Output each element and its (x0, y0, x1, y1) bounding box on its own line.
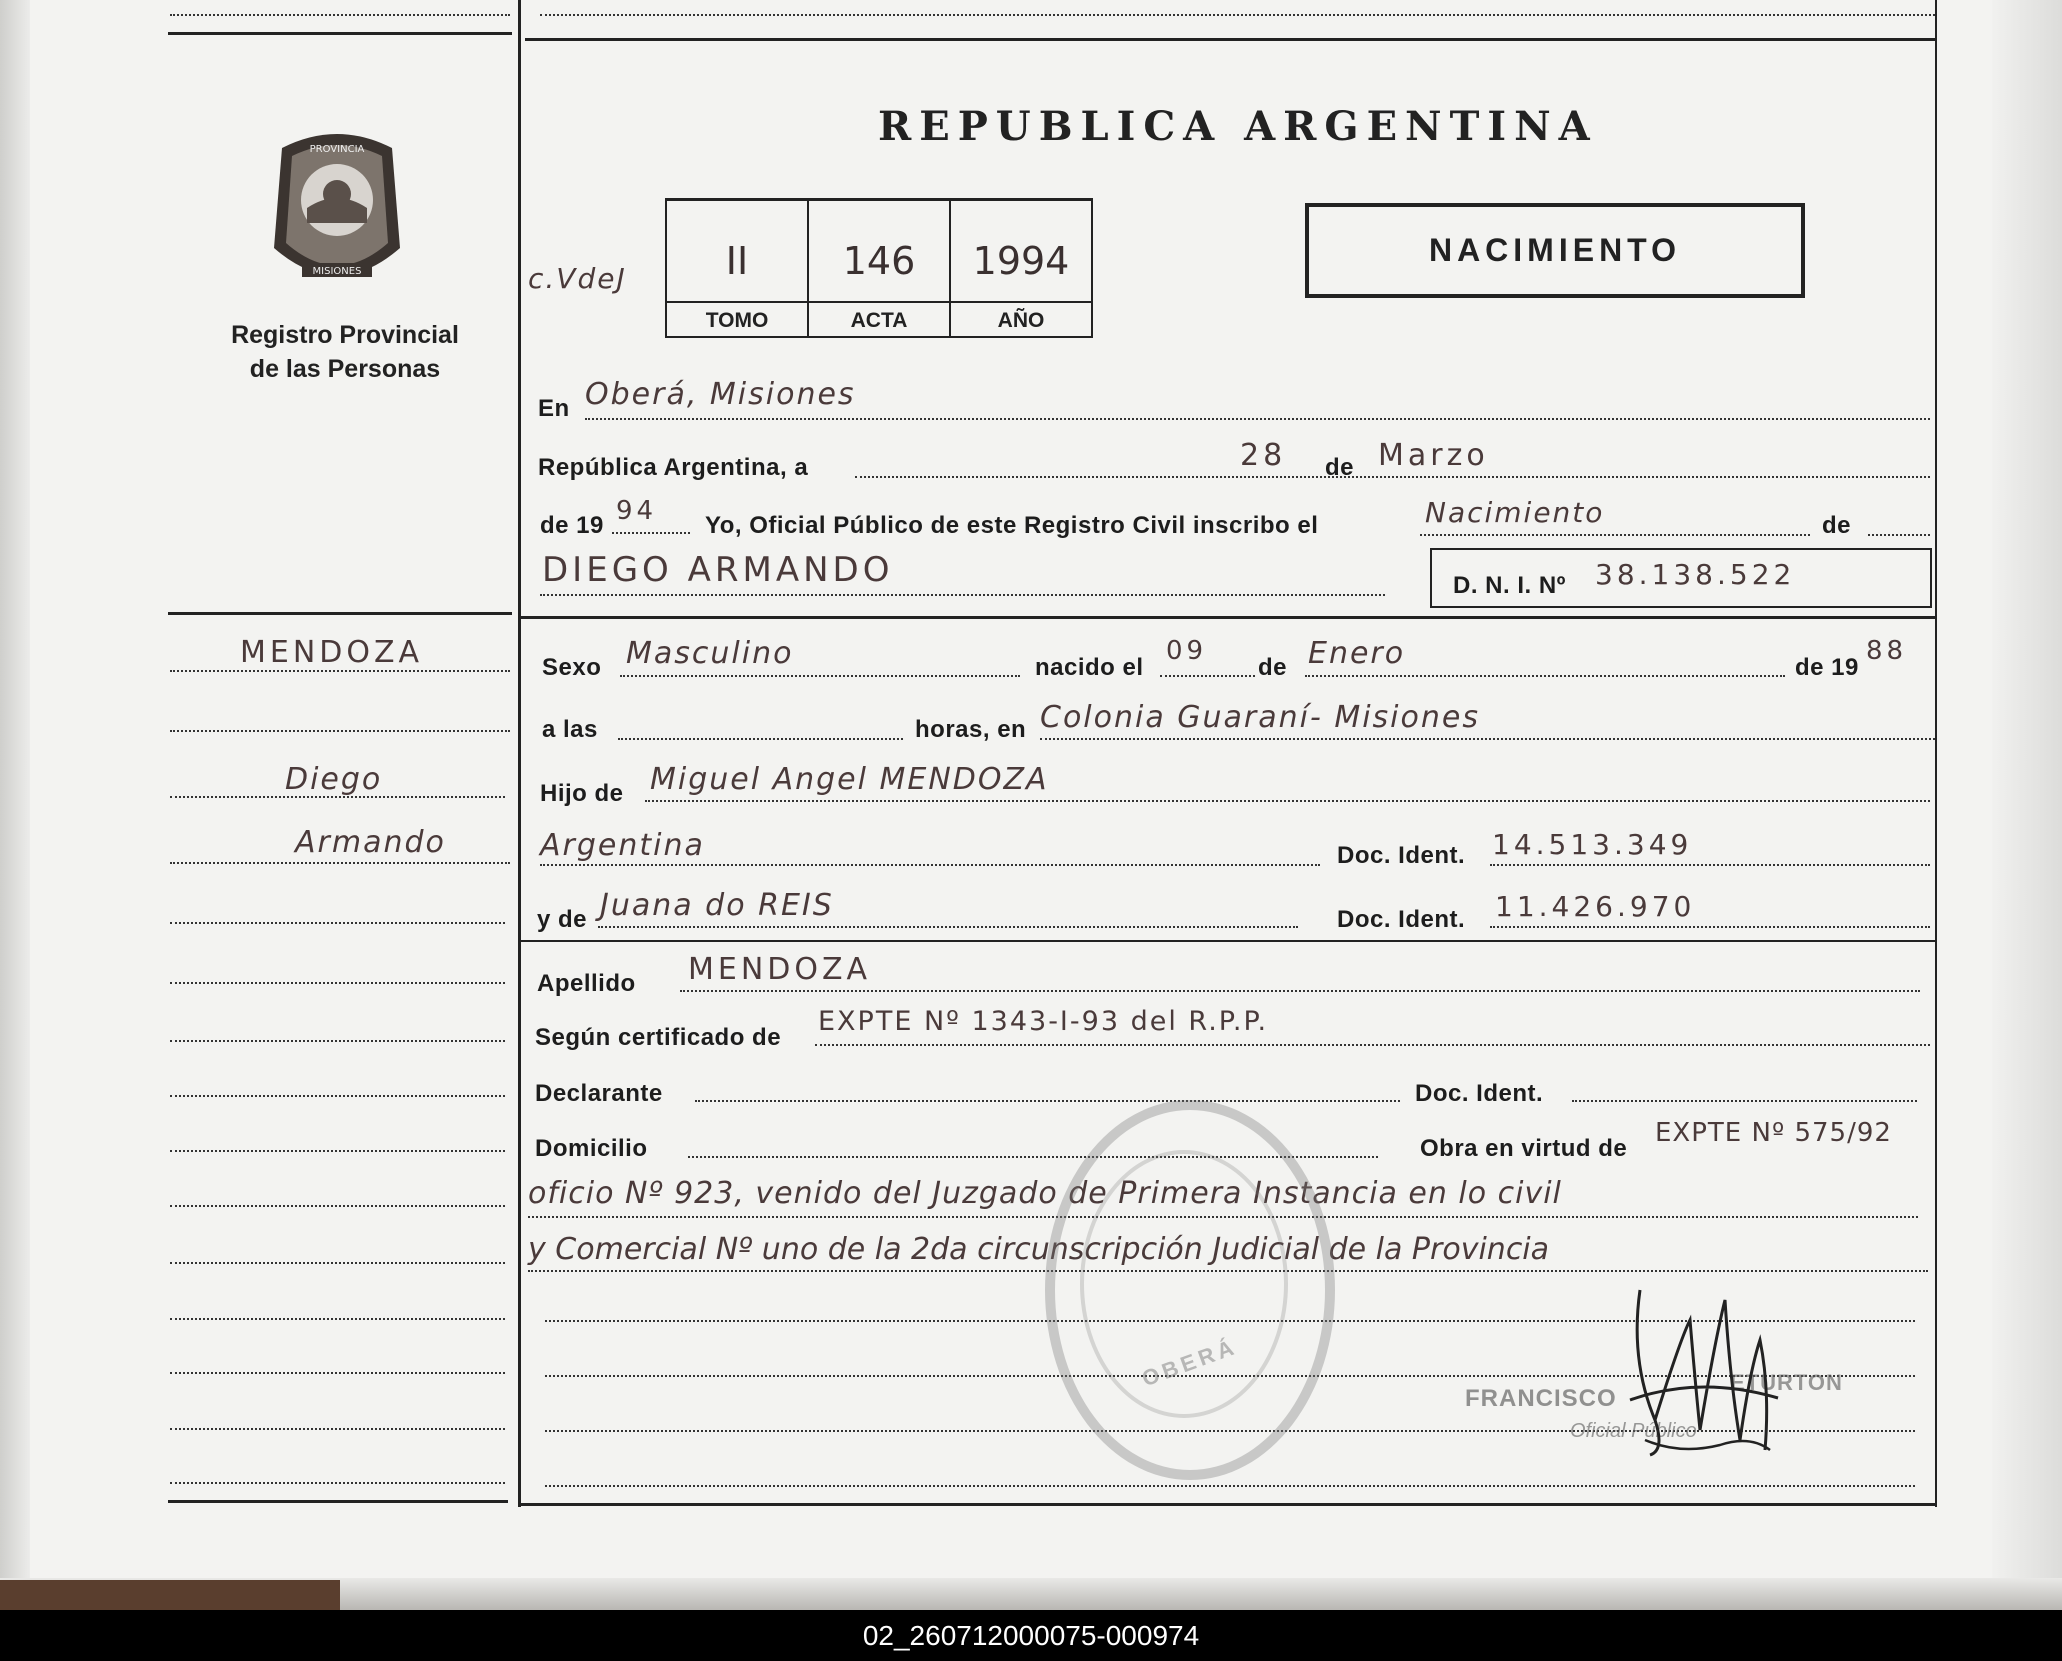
nacido-anio-prefix: de 19 (1795, 654, 1859, 681)
margin-line-4 (170, 862, 510, 864)
image-id-caption: 02_260712000075-000974 (0, 1610, 2062, 1661)
domicilio-label: Domicilio (535, 1135, 648, 1162)
tomo-label: TOMO (667, 301, 807, 333)
nacido-dia-value: 09 (1166, 636, 1208, 666)
nacido-anio-value: 88 (1866, 636, 1908, 666)
place-value: Oberá, Misiones (585, 377, 856, 412)
registry-name (200, 318, 490, 386)
de-line-2 (1868, 534, 1930, 536)
date-line (855, 476, 1930, 478)
section-rule (518, 616, 1935, 619)
day-value: 28 (1240, 438, 1287, 473)
sexo-value: Masculino (626, 636, 794, 671)
nacido-label: nacido el (1035, 654, 1144, 681)
tomo-value: II (725, 239, 749, 283)
hijo-label: Hijo de (540, 780, 624, 807)
y-de-label: y de (537, 906, 588, 933)
margin-line-7 (170, 1040, 505, 1042)
nacido-mes-line (1305, 675, 1785, 677)
declarante-label: Declarante (535, 1080, 663, 1107)
apellido-line (680, 990, 1920, 992)
book-spine-edge (0, 0, 30, 1610)
year-line (612, 532, 690, 534)
padre-line (645, 800, 1930, 802)
margin-line-10 (170, 1205, 505, 1207)
republica-label: República Argentina, a (538, 454, 809, 481)
table-background (0, 1580, 340, 1610)
official-surname: ETURTON (1730, 1370, 1843, 1395)
doc-padre-value: 14.513.349 (1492, 828, 1693, 861)
yo-text: Yo, Oficial Público de este Registro Civil inscribo el (705, 512, 1319, 539)
top-rule-left (168, 32, 512, 35)
nacido-de-label: de (1258, 654, 1288, 681)
madre-value: Juana do REIS (600, 888, 834, 923)
apellido-label: Apellido (537, 970, 636, 997)
record-number-table (665, 198, 1093, 338)
margin-line-15 (170, 1482, 505, 1484)
acta-value: 146 (842, 239, 916, 283)
margin-line-5 (170, 922, 505, 924)
doc-padre-label: Doc. Ident. (1337, 842, 1466, 869)
document-title: REPUBLICA ARGENTINA (878, 103, 1598, 150)
dni-value: 38.138.522 (1595, 558, 1796, 591)
acta-cell (809, 201, 951, 336)
top-rule-right (525, 38, 1935, 41)
padre-value: Miguel Angel MENDOZA (650, 762, 1049, 797)
provincia-misiones-seal-icon (262, 128, 412, 293)
nota-line-2: y Comercial Nº uno de la 2da circunscripción Judicial de la Provincia (528, 1232, 1550, 1267)
margin-line-13 (170, 1372, 505, 1374)
obra-value: EXPTE Nº 575/92 (1655, 1118, 1892, 1148)
signature-icon (1620, 1280, 1780, 1460)
cvdes-annotation: c.VdeJ (528, 262, 627, 295)
top-dotted-line-left (170, 14, 510, 16)
obra-label: Obra en virtud de (1420, 1135, 1628, 1162)
margin-line-8 (170, 1095, 505, 1097)
a-las-label: a las (542, 716, 598, 743)
acto-value: Nacimiento (1425, 496, 1605, 529)
nombre-value: DIEGO ARMANDO (542, 550, 894, 590)
certificado-line (815, 1044, 1930, 1046)
margin-line-6 (170, 982, 505, 984)
month-value: Marzo (1378, 438, 1489, 473)
tomo-cell (667, 201, 809, 336)
declarante-line (695, 1100, 1400, 1102)
horas-label: horas, en (915, 716, 1027, 743)
acta-label: ACTA (809, 301, 949, 333)
parents-rule (518, 940, 1935, 942)
margin-line-3 (170, 796, 505, 798)
column-divider (518, 0, 521, 1507)
place-line (585, 418, 1930, 420)
margin-line-12 (170, 1318, 505, 1320)
nombre-line (540, 594, 1385, 596)
margin-line-14 (170, 1428, 505, 1430)
sexo-line (620, 675, 1020, 677)
hora-line (618, 738, 903, 740)
segun-label: Según certificado de (535, 1024, 782, 1051)
madre-line (598, 926, 1298, 928)
nacido-mes-value: Enero (1308, 636, 1406, 671)
nacimiento-box: NACIMIENTO (1305, 203, 1805, 298)
ano-value: 1994 (972, 239, 1070, 283)
margin-line-2 (170, 730, 510, 732)
nacionalidad-line (540, 864, 1320, 866)
nacido-dia-line (1160, 675, 1255, 677)
registry-line-2: de las Personas (249, 355, 441, 383)
doc-madre-value: 11.426.970 (1495, 890, 1696, 923)
margin-bottom-rule (168, 1500, 508, 1503)
en-label: En (538, 395, 570, 422)
margin-nombre-1: Diego (285, 762, 383, 797)
doc-madre-line (1490, 926, 1930, 928)
margin-line-11 (170, 1262, 505, 1264)
margin-line-1 (170, 670, 510, 672)
margin-apellido: MENDOZA (240, 635, 424, 670)
doc-declarante-line (1572, 1100, 1917, 1102)
dni-label: D. N. I. Nº (1453, 572, 1566, 599)
bottom-rule (518, 1503, 1935, 1506)
de-label-2: de (1822, 512, 1852, 539)
doc-padre-line (1490, 864, 1930, 866)
ano-cell (951, 201, 1091, 336)
ano-label: AÑO (951, 301, 1091, 333)
seal-text-bottom: MISIONES (312, 266, 362, 277)
de-label-1: de (1325, 454, 1355, 481)
margin-nombre-2: Armando (295, 825, 446, 860)
certificado-value: EXPTE Nº 1343-I-93 del R.P.P. (818, 1006, 1269, 1037)
year-prefix-label: de 19 (540, 512, 604, 539)
acto-line (1420, 534, 1810, 536)
sexo-label: Sexo (542, 654, 602, 681)
margin-line-9 (170, 1150, 505, 1152)
apellido-value: MENDOZA (688, 952, 872, 987)
page-right-edge (1992, 0, 2062, 1585)
lugar-line (1040, 738, 1935, 740)
official-title: Oficial Público (1570, 1420, 1697, 1442)
registry-line-1: Registro Provincial (231, 321, 459, 349)
doc-madre-label: Doc. Ident. (1337, 906, 1466, 933)
stamp-text: OBERÁ (1138, 1333, 1241, 1392)
doc-declarante-label: Doc. Ident. (1415, 1080, 1544, 1107)
seal-text-top: PROVINCIA (309, 144, 365, 155)
official-name: FRANCISCO (1465, 1385, 1617, 1412)
blank-line-4 (545, 1485, 1915, 1487)
nota-line-1: oficio Nº 923, venido del Juzgado de Primera Instancia en lo civil (528, 1176, 1562, 1211)
lugar-nac-value: Colonia Guaraní- Misiones (1040, 700, 1480, 735)
nacionalidad-padre: Argentina (540, 828, 705, 863)
top-dotted-line-right (540, 14, 1935, 16)
margin-section-rule (168, 612, 512, 615)
right-border (1935, 0, 1937, 1507)
year-suffix-value: 94 (616, 496, 658, 526)
